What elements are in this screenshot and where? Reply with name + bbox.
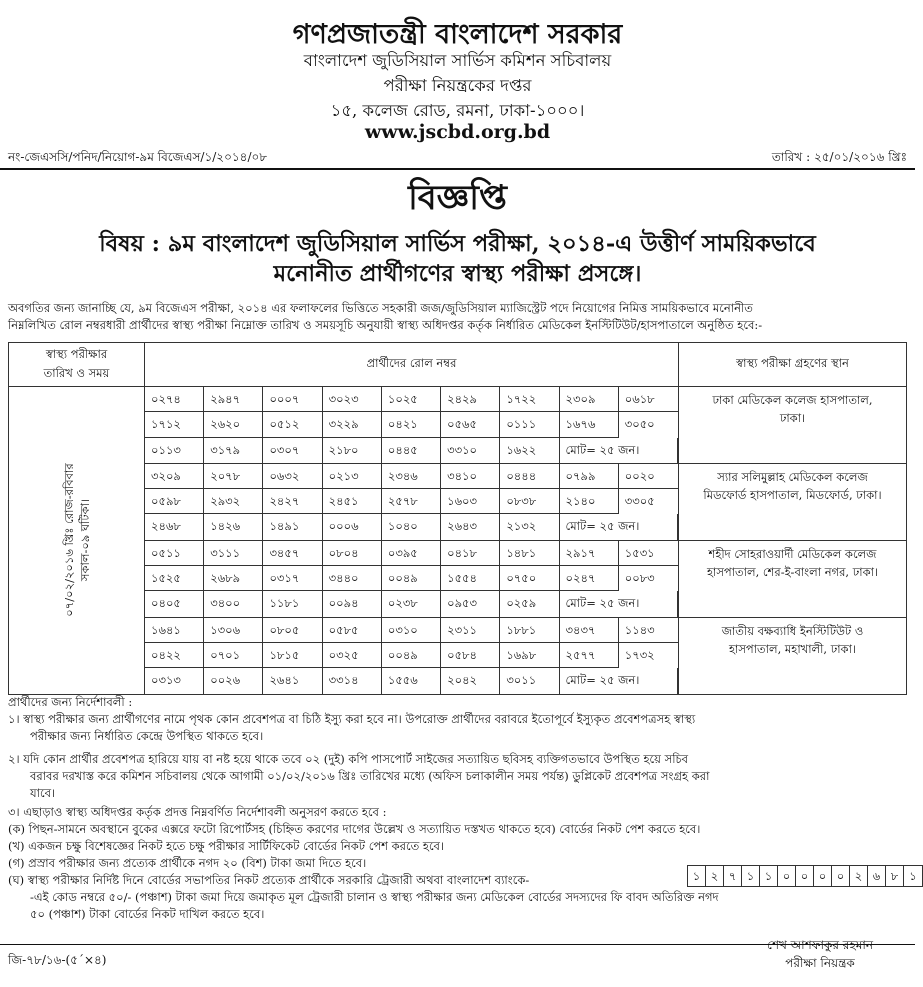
roll-number: ০০৯৪	[323, 591, 382, 616]
table-header-row	[9, 343, 907, 387]
roll-number: ০৭০১	[204, 643, 263, 668]
roll-number: ০২৪৭	[560, 566, 619, 591]
notice-title: বিজ্ঞপ্তি	[408, 178, 507, 218]
roll-number: ৩৪৩৭	[560, 618, 619, 643]
code-digit: ০	[796, 866, 814, 886]
signatory-title: পরীক্ষা নিয়ন্ত্রক	[785, 956, 855, 970]
roll-number: ১৫২৫	[145, 566, 204, 591]
code-digit: ০	[814, 866, 832, 886]
roll-number: ২১৮০	[323, 438, 382, 463]
roll-number: ০৬৩২	[263, 464, 322, 489]
intro-paragraph	[8, 300, 908, 334]
roll-number: ২৯৪৭	[204, 387, 263, 412]
roll-number: ১৩০৬	[204, 618, 263, 643]
roll-number: ১৭১২	[145, 412, 204, 437]
roll-number: ৩২০৯	[145, 464, 204, 489]
roll-number: ০৪২২	[145, 643, 204, 668]
group-total: মোট= ২৫ জন।	[560, 514, 678, 539]
code-digit: ২	[706, 866, 724, 886]
roll-number: ১৫৫৬	[382, 668, 441, 693]
roll-number: ০৪১৮	[441, 541, 500, 566]
roll-number: ৩০২৩	[323, 387, 382, 412]
roll-number: ১৭৩২	[624, 647, 655, 662]
roll-number: ৩৪১০	[441, 464, 500, 489]
roll-number: ০৩০৭	[263, 438, 322, 463]
roll-number: ০২১৩	[323, 464, 382, 489]
roll-number: ০৮০৪	[323, 541, 382, 566]
roll-number: ০১১৩	[145, 438, 204, 463]
roll-number: ০৫৯৮	[145, 489, 204, 514]
roll-number: ০৮০৫	[263, 618, 322, 643]
exam-date-cell	[9, 387, 145, 695]
roll-number: ১৫৩১	[619, 541, 678, 566]
roll-number: ১৮৮১	[500, 618, 559, 643]
roll-number: ২০৪২	[441, 668, 500, 693]
roll-number: ৩৪৫৭	[263, 541, 322, 566]
group-total: মোট= ২৫ জন।	[560, 438, 678, 463]
roll-number: ০০৮৩	[624, 571, 655, 586]
subject-line-1: বিষয় : ৯ম বাংলাদেশ জুডিসিয়াল সার্ভিস পরীক্ষা, ২০১৪-এ উত্তীর্ণ সাময়িকভাবে	[99, 231, 816, 257]
header-date-time: স্বাস্থ্য পরীক্ষার তারিখ ও সময়	[9, 343, 145, 387]
roll-number: ২৪২৭	[263, 489, 322, 514]
roll-number: ০৩১০	[382, 618, 441, 643]
roll-number: ১০২৫	[382, 387, 441, 412]
roll-number: ০৫৮৫	[323, 618, 382, 643]
roll-number: ১৭২২	[500, 387, 559, 412]
roll-number: ০৫১১	[145, 541, 204, 566]
roll-number: ০৫১২	[263, 412, 322, 437]
roll-number: ০৯৫৩	[441, 591, 500, 616]
code-digit: ১	[909, 869, 917, 883]
roll-number: ১০৪০	[382, 514, 441, 539]
roll-number: ০০২৬	[204, 668, 263, 693]
instruction-3a: (ক) পিছন-সামনে অবস্থানে বুকের এক্সরে ফটো রিপোর্টসহ (চিহ্নিত করণের দাগের উল্লেখ ও সত্যায়িত দস্তখত থাকতে হবে) বোর্ডের নিকট পেশ করতে হবে।	[8, 822, 701, 836]
instruction-3b: (খ) একজন চক্ষু বিশেষজ্ঞের নিকট হতে চক্ষু পরীক্ষার সার্টিফিকেট বোর্ডের নিকট পেশ করতে হবে।	[8, 839, 445, 853]
header-divider	[0, 168, 915, 170]
print-reference: জি-৭৮/১৬-(৫´×৪)	[8, 953, 107, 967]
roll-number: ২৫৭৮	[382, 489, 441, 514]
header-roll-numbers: প্রার্থীদের রোল নম্বর	[145, 343, 679, 387]
group-total: মোট= ২৫ জন।	[560, 668, 678, 693]
roll-number: ১৬৪১	[145, 618, 204, 643]
roll-number: ৩৩১৪	[323, 668, 382, 693]
venue-dhaka-medical: ঢাকা মেডিকেল কলেজ হাসপাতাল, ঢাকা।	[679, 387, 907, 464]
roll-group-4	[145, 617, 679, 694]
instructions-heading: প্রার্থীদের জন্য নির্দেশাবলী :	[8, 695, 133, 709]
signatory-name: শেখ আশফাকুর রহমান	[766, 938, 874, 952]
roll-number: ০৩১৭	[263, 566, 322, 591]
office-address: ১৫, কলেজ রোড, রমনা, ঢাকা-১০০০।	[330, 101, 585, 120]
roll-number: ০৩১৩	[145, 668, 204, 693]
roll-number: ২৩৪৬	[382, 464, 441, 489]
roll-number: ০৭৫০	[500, 566, 559, 591]
roll-number: ৩০৫০	[624, 417, 655, 432]
roll-number: ২৬২০	[204, 412, 263, 437]
roll-number: ৩৪৪০	[323, 566, 382, 591]
instruction-2: ২। যদি কোন প্রার্থীর প্রবেশপত্র হারিয়ে যায় বা নষ্ট হয়ে থাকে তবে ০২ (দুই) কপি পাসপোর্ট সাইজের সত্যায়িত ছবিসহ ব্যক্তিগতভাবে উপস্থিত হয়ে সচিব বরাবর দরখাস্ত করে কমিশন সচিবালয় থেকে আগামী ০১/০২/২০১৬ খ্রিঃ তারিখের মধ্যে (অফিস চলাকালীন সময় পর্যন্ত) ডুপ্লিকেট প্রবেশপত্র সংগ্রহ করা যাবে।	[8, 752, 710, 800]
roll-number: ০২৩৮	[382, 591, 441, 616]
roll-number: ০৪০৫	[145, 591, 204, 616]
office-name: পরীক্ষা নিয়ন্ত্রকের দপ্তর	[383, 76, 532, 95]
roll-number: ৩৩০৫	[624, 494, 655, 509]
roll-number: ২৪৬৮	[145, 514, 204, 539]
exam-date-vertical: ০৭/০২/২০১৬ খ্রিঃ রোজ-রবিবার সকাল-০৯ ঘটিকা।	[61, 463, 92, 617]
website-link[interactable]: www.jscbd.org.bd	[364, 121, 551, 143]
header-venue: স্বাস্থ্য পরীক্ষা গ্রহণের স্থান	[679, 343, 907, 387]
roll-group-3	[145, 540, 679, 617]
roll-number: ০২৫৯	[500, 591, 559, 616]
code-digit: ৭	[724, 866, 742, 886]
instruction-3: ৩। এছাড়াও স্বাস্থ্য অধিদপ্তর কর্তৃক প্রদত্ত নিম্নবর্ণিত নির্দেশাবলী অনুসরণ করতে হবে :	[8, 805, 387, 819]
venue-suhrawardy: শহীদ সোহরাওয়ার্দী মেডিকেল কলেজ হাসপাতাল, শের-ই-বাংলা নগর, ঢাকা।	[679, 540, 907, 617]
code-digit: ৬	[868, 866, 886, 886]
roll-number: ৩২২৯	[323, 412, 382, 437]
roll-number: ০৫৮৪	[441, 643, 500, 668]
code-digit: ৮	[886, 866, 904, 886]
roll-number: ৩১১১	[204, 541, 263, 566]
roll-number: ১১৪৩	[619, 618, 678, 643]
roll-number: ২৪২৯	[441, 387, 500, 412]
treasury-code-box	[687, 865, 923, 887]
intro-line: অবগতির জন্য জানাচ্ছি যে, ৯ম বিজেএস পরীক্ষা, ২০১৪ এর ফলাফলের ভিত্তিতে সহকারী জজ/জুডিসিয়াল ম্যাজিস্ট্রেট পদে নিয়োগের নিমিত্ত সাময়িকভাবে মনোনীত	[8, 301, 753, 315]
roll-number: ০৫৬৫	[441, 412, 500, 437]
roll-number: ২১৩২	[500, 514, 559, 539]
roll-number: ২৬৪৩	[441, 514, 500, 539]
roll-number: ৩৩১০	[441, 438, 500, 463]
roll-number-table	[8, 342, 907, 695]
roll-number: ০৭৯৯	[560, 464, 619, 489]
roll-number: ০৩৯৫	[382, 541, 441, 566]
roll-number: ০৩২৫	[323, 643, 382, 668]
roll-number: ০৮৩৮	[500, 489, 559, 514]
roll-number: ২০৭৮	[204, 464, 263, 489]
roll-number: ১৪৮১	[500, 541, 559, 566]
roll-number: ১৬৭৬	[560, 412, 619, 437]
roll-number: ৩০১১	[500, 668, 559, 693]
roll-number: ১৬৯৮	[500, 643, 559, 668]
group-total: মোট= ২৫ জন।	[560, 591, 678, 616]
code-digit: ০	[778, 866, 796, 886]
roll-number: ২৪৫১	[323, 489, 382, 514]
roll-number: ২৬৪১	[263, 668, 322, 693]
code-digit: ০	[832, 866, 850, 886]
code-digit: ২	[850, 866, 868, 886]
venue-mitford: স্যার সলিমুল্লাহ মেডিকেল কলেজ মিডফোর্ড হাসপাতাল, মিডফোর্ড, ঢাকা।	[679, 463, 907, 540]
roll-number: ০৪৪৫	[382, 438, 441, 463]
roll-number: ১৪৯১	[263, 514, 322, 539]
code-digit: ১	[742, 866, 760, 886]
roll-number: ৩৪০০	[204, 591, 263, 616]
memo-number: নং-জেএসসি/পনিদ/নিয়োগ-৯ম বিজেএস/১/২০১৪/০৮	[8, 150, 268, 164]
code-digit: ১	[760, 866, 778, 886]
roll-number: ০০৪৯	[382, 566, 441, 591]
code-digit: ১	[688, 866, 706, 886]
roll-number: ১৪২৬	[204, 514, 263, 539]
roll-number: ০০৪৯	[382, 643, 441, 668]
roll-number: ০০০৬	[323, 514, 382, 539]
roll-number: ১৬২২	[500, 438, 559, 463]
commission-name: বাংলাদেশ জুডিসিয়াল সার্ভিস কমিশন সচিবালয়	[303, 51, 612, 70]
roll-number: ১৫৫৪	[441, 566, 500, 591]
roll-number: ২৬৮৯	[204, 566, 263, 591]
roll-group-1	[145, 387, 679, 464]
roll-number: ০২৭৪	[145, 387, 204, 412]
roll-number: ০৪২১	[382, 412, 441, 437]
roll-number: ২১৪০	[560, 489, 619, 514]
roll-number: ২৯৩২	[204, 489, 263, 514]
roll-number: ০০২০	[619, 464, 678, 489]
instruction-3d: (ঘ) স্বাস্থ্য পরীক্ষার নির্দিষ্ট দিনে বোর্ডের সভাপতির নিকট প্রত্যেক প্রার্থীকে সরকারি ট্রেজারী অথবা বাংলাদেশ ব্যাংকে- -এই কোড নম্বরে ৫০/- (পঞ্চাশ) টাকা জমা দিয়ে জমাকৃত মূল ট্রেজারী চালান ও স্বাস্থ্য পরীক্ষার জন্য মেডিকেল বোর্ডের সদস্যদের ফি বাবদ অতিরিক্ত নগদ ৫০ (পঞ্চাশ) টাকা বোর্ডের নিকট দাখিল করতে হবে।	[8, 873, 719, 921]
instruction-3c: (গ) প্রস্রাব পরীক্ষার জন্য প্রত্যেক প্রার্থীকে নগদ ২০ (বিশ) টাকা জমা দিতে হবে।	[8, 856, 367, 870]
subject-line-2: মনোনীত প্রার্থীগণের স্বাস্থ্য পরীক্ষা প্রসঙ্গে।	[273, 261, 642, 287]
table-row	[9, 387, 907, 464]
roll-number: ১৬০৩	[441, 489, 500, 514]
instruction-1: ১। স্বাস্থ্য পরীক্ষার জন্য প্রার্থীগণের নামে পৃথক কোন প্রবেশপত্র বা চিঠি ইস্যু করা হবে না। উপরোক্ত প্রার্থীদের বরাবরে ইতোপূর্বে ইস্যুকৃত প্রবেশপত্রসহ স্বাস্থ্য পরীক্ষার জন্য নির্ধারিত কেন্দ্রে উপস্থিত থাকতে হবে।	[8, 712, 696, 743]
issue-date: তারিখ : ২৫/০১/২০১৬ খ্রিঃ	[771, 150, 907, 164]
roll-group-2	[145, 463, 679, 540]
government-title: গণপ্রজাতন্ত্রী বাংলাদেশ সরকার	[292, 19, 623, 50]
roll-number: ১১৮১	[263, 591, 322, 616]
roll-number: ১৮১৫	[263, 643, 322, 668]
roll-number: ৩১৭৯	[204, 438, 263, 463]
roll-number: ২৯১৭	[560, 541, 619, 566]
intro-line: নিম্নলিখিত রোল নম্বরধারী প্রার্থীদের স্বাস্থ্য পরীক্ষা নিম্নোক্ত তারিখ ও সময়সূচি অনুযায়ী স্বাস্থ্য অধিদপ্তর কর্তৃক নির্ধারিত মেডিকেল ইনস্টিটিউট/হাসপাতালে অনুষ্ঠিত হবে:-	[8, 318, 763, 332]
venue-chest-disease: জাতীয় বক্ষব্যাধি ইনস্টিটিউট ও হাসপাতাল, মহাখালী, ঢাকা।	[679, 617, 907, 694]
roll-number: ২৩০৯	[560, 387, 619, 412]
roll-number: ০১১১	[500, 412, 559, 437]
roll-number: ২৩১১	[441, 618, 500, 643]
roll-number: ২৫৭৭	[560, 643, 619, 668]
roll-number: ০৪৪৪	[500, 464, 559, 489]
roll-number: ০০০৭	[263, 387, 322, 412]
roll-number: ০৬১৮	[619, 387, 678, 412]
